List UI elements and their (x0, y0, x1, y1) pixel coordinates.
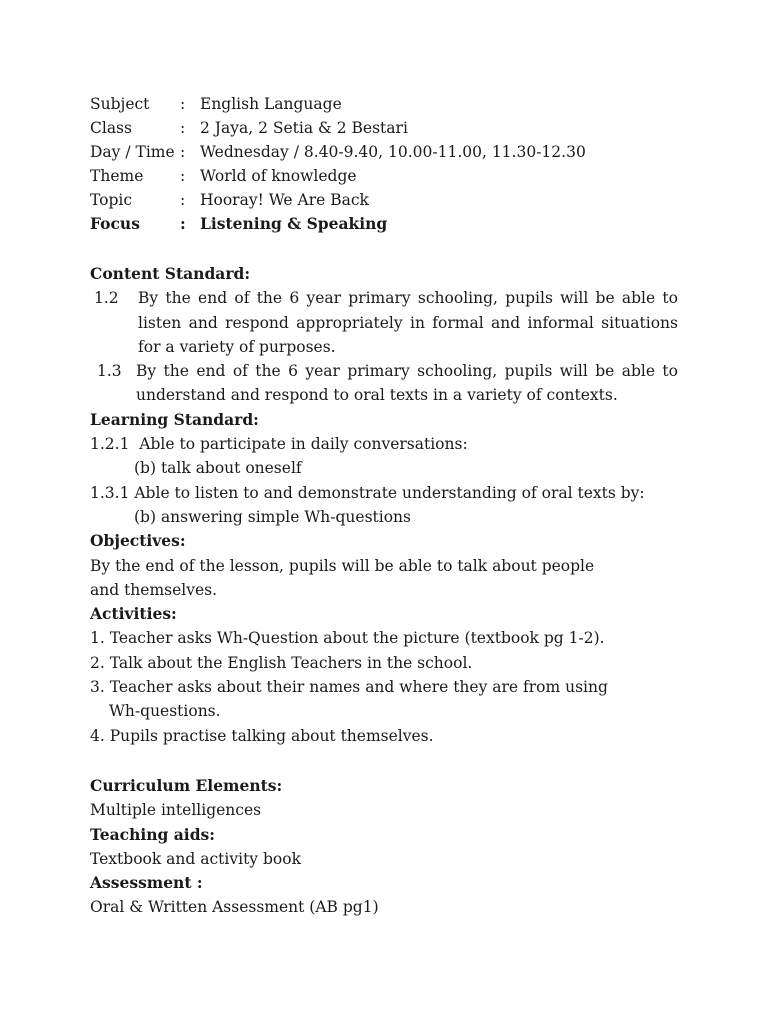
header-row-theme (90, 164, 678, 188)
learning-standard-item: 1.2.1 Able to participate in daily conversations: (90, 435, 468, 454)
activity-item: 4. Pupils practise talking about themselves. (90, 726, 434, 745)
content-standard-text: By the end of the 6 year primary schooling, pupils will be able to understand and respond to oral texts in a variety of contexts. (136, 362, 678, 405)
activities-heading: Activities: (90, 604, 177, 624)
header-value: English Language (200, 95, 342, 113)
teaching-aids-heading: Teaching aids: (90, 824, 215, 844)
header-block (90, 92, 678, 236)
activity-item: 1. Teacher asks Wh-Question about the picture (textbook pg 1-2). (90, 629, 605, 648)
objectives-heading: Objectives: (90, 531, 186, 551)
assessment-value: Oral & Written Assessment (AB pg1) (90, 898, 379, 917)
learning-standard-heading: Learning Standard: (90, 409, 259, 429)
activity-item: 3. Teacher asks about their names and where they are from using (90, 678, 608, 697)
spacer (90, 236, 678, 262)
header-colon: : (180, 95, 186, 113)
header-label: Subject (90, 95, 150, 113)
content-standard-text: By the end of the 6 year primary schooling, pupils will be able to listen and respond appropriately in formal and informal situations for a variety of purposes. (138, 289, 678, 356)
content-standard-item (90, 286, 678, 359)
header-colon: : (180, 191, 186, 209)
learning-standard-item: 1.3.1 Able to listen to and demonstrate understanding of oral texts by: (90, 483, 645, 502)
header-label: Day / Time (90, 143, 175, 161)
activity-item: 2. Talk about the English Teachers in the school. (90, 653, 473, 672)
teaching-aids-value: Textbook and activity book (90, 849, 301, 868)
header-value: World of knowledge (200, 167, 357, 185)
header-label: Focus (90, 214, 140, 233)
header-row-focus (90, 212, 678, 236)
header-colon: : (180, 167, 186, 185)
activity-item-continuation: Wh-questions. (109, 702, 221, 721)
assessment-heading: Assessment : (90, 873, 203, 893)
header-row-day-time (90, 140, 678, 164)
lesson-plan-document (90, 92, 678, 920)
header-label: Topic (90, 191, 133, 209)
learning-standard-subitem: (b) talk about oneself (134, 459, 302, 478)
objectives-text: and themselves. (90, 580, 218, 599)
content-standard-number: 1.2 (94, 289, 119, 308)
objectives-text: By the end of the lesson, pupils will be able to talk about people (90, 556, 595, 575)
header-label: Theme (90, 167, 144, 185)
header-label: Class (90, 119, 132, 137)
header-value: Hooray! We Are Back (200, 191, 369, 209)
header-row-subject (90, 92, 678, 116)
header-colon: : (180, 214, 186, 233)
curriculum-elements-heading: Curriculum Elements: (90, 775, 283, 795)
header-row-class (90, 116, 678, 140)
header-row-topic (90, 188, 678, 212)
spacer (90, 748, 678, 774)
header-colon: : (180, 143, 186, 161)
header-value: Wednesday / 8.40-9.40, 10.00-11.00, 11.30-12.30 (200, 143, 586, 161)
curriculum-elements-value: Multiple intelligences (90, 801, 262, 820)
content-standard-heading: Content Standard: (90, 264, 251, 283)
learning-standard-subitem: (b) answering simple Wh-questions (134, 507, 411, 526)
header-value: 2 Jaya, 2 Setia & 2 Bestari (200, 119, 408, 137)
header-value: Listening & Speaking (200, 214, 388, 233)
content-standard-item (90, 359, 678, 408)
content-standard-number: 1.3 (97, 362, 122, 381)
header-colon: : (180, 119, 186, 137)
